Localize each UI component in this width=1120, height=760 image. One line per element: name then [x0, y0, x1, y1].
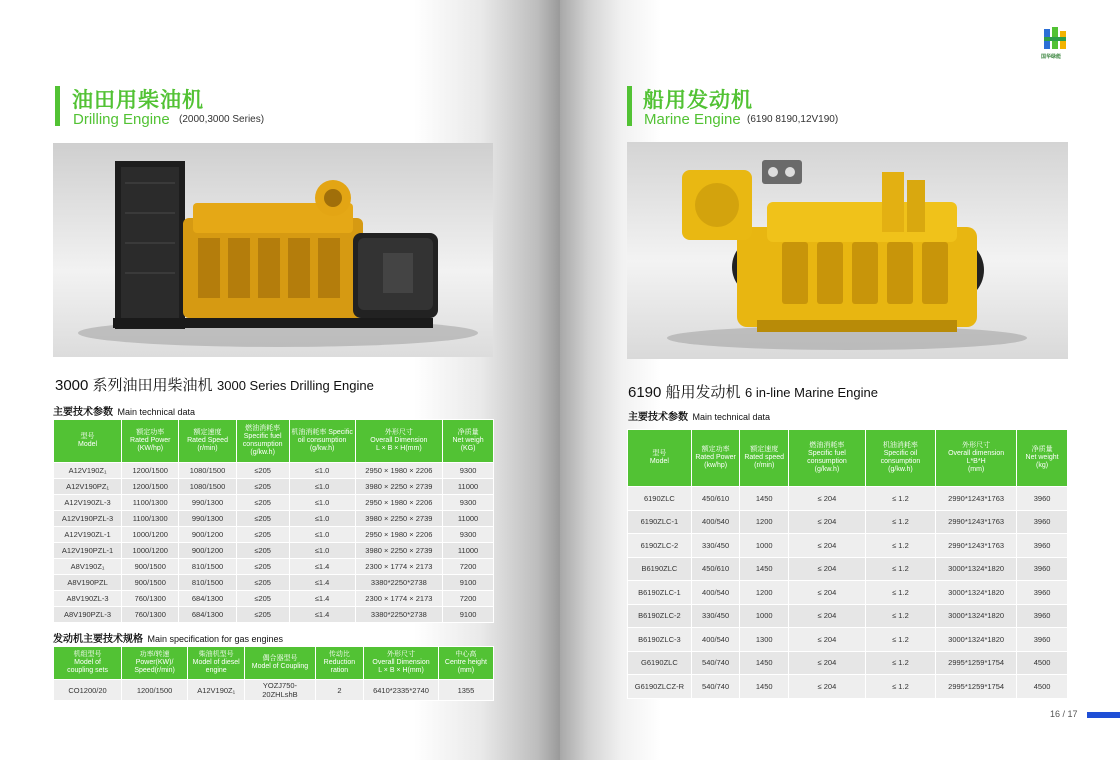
gas-spec-heading-cn: 发动机主要技术规格	[53, 634, 143, 645]
table-cell: 400/540	[692, 511, 740, 534]
table-cell: 2950 × 1980 × 2206	[356, 463, 443, 478]
table-cell: 3960	[1017, 534, 1067, 557]
table-cell: 11000	[443, 543, 493, 558]
column-header: 净质量 Net weigh (KG)	[443, 420, 493, 462]
table-cell: 6190ZLC	[628, 487, 691, 510]
table-cell: 684/1300	[179, 591, 235, 606]
right-page	[560, 0, 1120, 760]
table-cell: YOZJ750- 20ZHLshB	[245, 680, 314, 700]
table-cell: 990/1300	[179, 495, 235, 510]
model-title-en: 3000 Series Drilling Engine	[217, 378, 374, 393]
table-cell: 6190ZLC-2	[628, 534, 691, 557]
table-cell: 9100	[443, 607, 493, 622]
section-accent-bar	[627, 86, 632, 126]
table-cell: 760/1300	[122, 591, 178, 606]
drilling-engine-photo	[53, 143, 493, 357]
table-cell: A8V190PZL	[54, 575, 121, 590]
table-cell: 3960	[1017, 487, 1067, 510]
table-cell: ≤1.0	[290, 495, 355, 510]
table-cell: 1000/1200	[122, 543, 178, 558]
table-cell: 1080/1500	[179, 463, 235, 478]
model-title-cn: 6190 船用发动机	[628, 384, 741, 401]
table-cell: 900/1200	[179, 527, 235, 542]
table-cell: A8V190Z₁	[54, 559, 121, 574]
table-cell: A12V190PZ₁	[54, 479, 121, 494]
column-header: 型号 Model	[628, 430, 691, 486]
table-cell: 900/1500	[122, 575, 178, 590]
section-subtitle: (6190 8190,12V190)	[747, 114, 839, 125]
table-cell: A12V190ZL-3	[54, 495, 121, 510]
table-cell: 810/1500	[179, 559, 235, 574]
table-cell: 540/740	[692, 675, 740, 698]
table-cell: 1200	[740, 581, 788, 604]
table-row	[54, 495, 493, 510]
model-title	[55, 374, 374, 395]
table-cell: 2990*1243*1763	[936, 511, 1016, 534]
table-cell: 4500	[1017, 652, 1067, 675]
table-cell: ≤205	[237, 575, 289, 590]
drilling-spec-table	[53, 419, 494, 623]
table-cell: 1200	[740, 511, 788, 534]
table-cell: ≤1.0	[290, 511, 355, 526]
table-cell: ≤205	[237, 591, 289, 606]
table-cell: G6190ZLC	[628, 652, 691, 675]
table-cell: 2990*1243*1763	[936, 487, 1016, 510]
table-cell: 2950 × 1980 × 2206	[356, 495, 443, 510]
column-header: 机油消耗率 Specific oil consumption (g/kw.h)	[290, 420, 355, 462]
tech-data-heading-cn: 主要技术参数	[53, 407, 113, 418]
section-subtitle: (2000,3000 Series)	[179, 114, 265, 125]
model-title-en: 6 in-line Marine Engine	[745, 385, 878, 400]
table-cell: 9300	[443, 527, 493, 542]
column-header: 中心高 Centre height (mm)	[439, 647, 493, 679]
table-row	[628, 487, 1067, 510]
table-cell: 3960	[1017, 581, 1067, 604]
table-cell: 1200/1500	[122, 463, 178, 478]
table-cell: ≤205	[237, 463, 289, 478]
column-header: 传动比 Reduction ration	[316, 647, 364, 679]
table-cell: 450/610	[692, 558, 740, 581]
table-cell: 760/1300	[122, 607, 178, 622]
marine-spec-table	[627, 429, 1068, 699]
model-title	[628, 381, 878, 402]
table-cell: 3000*1324*1820	[936, 558, 1016, 581]
table-cell: 450/610	[692, 487, 740, 510]
table-cell: ≤ 204	[789, 675, 865, 698]
table-cell: 3980 × 2250 × 2739	[356, 479, 443, 494]
table-cell: ≤205	[237, 559, 289, 574]
table-cell: 9300	[443, 463, 493, 478]
section-title-en: Marine Engine	[644, 111, 741, 128]
tech-data-heading-cn: 主要技术参数	[628, 412, 688, 423]
table-row	[54, 463, 493, 478]
table-cell: A12V190Z₁	[54, 463, 121, 478]
table-row	[54, 575, 493, 590]
table-cell: B6190ZLC	[628, 558, 691, 581]
table-row	[54, 511, 493, 526]
table-cell: 9100	[443, 575, 493, 590]
table-cell: 2300 × 1774 × 2173	[356, 591, 443, 606]
tech-data-heading-en: Main technical data	[692, 412, 770, 422]
table-cell: 2995*1259*1754	[936, 675, 1016, 698]
table-cell: ≤ 204	[789, 605, 865, 628]
table-cell: 3960	[1017, 628, 1067, 651]
table-cell: ≤1.4	[290, 607, 355, 622]
table-cell: 11000	[443, 511, 493, 526]
column-header: 外形尺寸 Overall Dimension L × B × H(mm)	[364, 647, 438, 679]
table-cell: 3380*2250*2738	[356, 575, 443, 590]
table-cell: 11000	[443, 479, 493, 494]
table-cell: 2990*1243*1763	[936, 534, 1016, 557]
table-cell: ≤ 204	[789, 558, 865, 581]
column-header: 燃油消耗率 Specific fuel consumption (g/kw.h)	[237, 420, 289, 462]
brand-logo-icon	[1042, 25, 1068, 51]
table-cell: 330/450	[692, 605, 740, 628]
table-cell: A12V190PZL-3	[54, 511, 121, 526]
column-header: 额定功率 Rated Power (kw/hp)	[692, 430, 740, 486]
gas-spec-heading-en: Main specification for gas engines	[147, 634, 284, 644]
model-title-cn: 3000 系列油田用柴油机	[55, 377, 213, 394]
column-header: 偶合器型号 Model of Coupling	[245, 647, 314, 679]
table-cell: B6190ZLC-2	[628, 605, 691, 628]
gas-spec-heading	[53, 629, 283, 647]
table-cell: 1000/1200	[122, 527, 178, 542]
table-cell: ≤ 1.2	[866, 605, 935, 628]
table-cell: ≤ 204	[789, 534, 865, 557]
table-cell: B6190ZLC-3	[628, 628, 691, 651]
table-cell: 2300 × 1774 × 2173	[356, 559, 443, 574]
table-cell: ≤205	[237, 495, 289, 510]
table-cell: 540/740	[692, 652, 740, 675]
section-title-cn: 油田用柴油机	[72, 89, 204, 112]
table-cell: 9300	[443, 495, 493, 510]
tech-data-heading	[628, 407, 770, 425]
table-cell: 1200/1500	[122, 479, 178, 494]
table-row	[628, 652, 1067, 675]
table-cell: G6190ZLCZ-R	[628, 675, 691, 698]
section-title-cn: 船用发动机	[643, 89, 753, 112]
table-cell: 400/540	[692, 628, 740, 651]
table-cell: ≤1.4	[290, 591, 355, 606]
table-cell: 3980 × 2250 × 2739	[356, 543, 443, 558]
table-cell: ≤205	[237, 511, 289, 526]
table-cell: 3980 × 2250 × 2739	[356, 511, 443, 526]
column-header: 型号 Model	[54, 420, 121, 462]
table-row	[54, 543, 493, 558]
table-cell: ≤ 204	[789, 652, 865, 675]
column-header: 额定速度 Rated speed (r/min)	[740, 430, 788, 486]
table-row	[54, 680, 493, 700]
table-cell: 330/450	[692, 534, 740, 557]
table-cell: ≤ 1.2	[866, 675, 935, 698]
table-row	[628, 558, 1067, 581]
table-cell: 3000*1324*1820	[936, 581, 1016, 604]
table-cell: 1450	[740, 675, 788, 698]
table-row	[54, 479, 493, 494]
column-header: 净质量 Net weight (kg)	[1017, 430, 1067, 486]
table-cell: 1450	[740, 652, 788, 675]
table-cell: 1200/1500	[122, 680, 187, 700]
table-cell: 1080/1500	[179, 479, 235, 494]
marine-engine-photo	[627, 142, 1068, 359]
column-header: 功率/转速 Power(KW)/ Speed(r/min)	[122, 647, 187, 679]
page-indicator-bar	[1087, 712, 1120, 718]
table-cell: 3960	[1017, 605, 1067, 628]
table-cell: 3000*1324*1820	[936, 605, 1016, 628]
table-cell: 6410*2335*2740	[364, 680, 438, 700]
table-cell: ≤ 204	[789, 487, 865, 510]
brand-logo-text: 国华绿能	[1041, 54, 1062, 60]
table-cell: 684/1300	[179, 607, 235, 622]
table-cell: ≤ 1.2	[866, 652, 935, 675]
table-cell: 3380*2250*2738	[356, 607, 443, 622]
table-row	[54, 527, 493, 542]
table-cell: 2995*1259*1754	[936, 652, 1016, 675]
table-cell: ≤ 1.2	[866, 487, 935, 510]
table-cell: 6190ZLC-1	[628, 511, 691, 534]
table-cell: ≤ 1.2	[866, 534, 935, 557]
table-cell: 2950 × 1980 × 2206	[356, 527, 443, 542]
table-cell: 1100/1300	[122, 511, 178, 526]
column-header: 额定速度 Rated Speed (r/min)	[179, 420, 235, 462]
section-accent-bar	[55, 86, 60, 126]
table-cell: ≤1.0	[290, 527, 355, 542]
table-cell: 990/1300	[179, 511, 235, 526]
page-number: 16 / 17	[1050, 709, 1078, 719]
table-cell: 3960	[1017, 558, 1067, 581]
table-cell: 900/1500	[122, 559, 178, 574]
table-cell: 1100/1300	[122, 495, 178, 510]
table-cell: 3000*1324*1820	[936, 628, 1016, 651]
column-header: 外形尺寸 Overall dimension L*B*H (mm)	[936, 430, 1016, 486]
table-cell: ≤ 1.2	[866, 628, 935, 651]
tech-data-heading	[53, 402, 195, 420]
table-cell: 2	[316, 680, 364, 700]
table-cell: 1000	[740, 605, 788, 628]
column-header: 外形尺寸 Overall Dimension L × B × H(mm)	[356, 420, 443, 462]
table-cell: ≤205	[237, 527, 289, 542]
column-header: 机油消耗率 Specific oil consumption (g/kw.h)	[866, 430, 935, 486]
table-row	[54, 607, 493, 622]
table-row	[628, 605, 1067, 628]
column-header: 机组型号 Model of coupling sets	[54, 647, 121, 679]
section-title-en: Drilling Engine	[73, 111, 170, 128]
table-cell: ≤ 204	[789, 581, 865, 604]
table-cell: 1450	[740, 558, 788, 581]
table-cell: ≤1.0	[290, 543, 355, 558]
table-header-row	[54, 420, 493, 462]
gas-spec-table	[53, 646, 494, 701]
table-cell: A12V190PZL-1	[54, 543, 121, 558]
table-row	[54, 559, 493, 574]
table-cell: CO1200/20	[54, 680, 121, 700]
table-cell: ≤1.0	[290, 479, 355, 494]
table-cell: 1000	[740, 534, 788, 557]
column-header: 燃油消耗率 Specific fuel consumption (g/kw.h)	[789, 430, 865, 486]
table-cell: ≤1.0	[290, 463, 355, 478]
table-cell: ≤1.4	[290, 559, 355, 574]
table-cell: 810/1500	[179, 575, 235, 590]
table-cell: 1355	[439, 680, 493, 700]
table-cell: 900/1200	[179, 543, 235, 558]
table-cell: 7200	[443, 591, 493, 606]
column-header: 柴油机型号 Model of diesel engine	[188, 647, 244, 679]
table-row	[628, 628, 1067, 651]
column-header: 额定功率 Rated Power (KW/hp)	[122, 420, 178, 462]
table-cell: ≤ 1.2	[866, 581, 935, 604]
table-cell: ≤205	[237, 479, 289, 494]
table-cell: 1450	[740, 487, 788, 510]
table-cell: ≤205	[237, 607, 289, 622]
table-cell: 1300	[740, 628, 788, 651]
table-row	[54, 591, 493, 606]
table-row	[628, 511, 1067, 534]
tech-data-heading-en: Main technical data	[117, 407, 195, 417]
table-cell: ≤ 204	[789, 511, 865, 534]
table-cell: 400/540	[692, 581, 740, 604]
table-cell: ≤ 1.2	[866, 558, 935, 581]
table-cell: ≤205	[237, 543, 289, 558]
table-cell: A12V190ZL-1	[54, 527, 121, 542]
table-cell: 3960	[1017, 511, 1067, 534]
table-row	[628, 581, 1067, 604]
table-cell: ≤ 204	[789, 628, 865, 651]
table-cell: A12V190Z₁	[188, 680, 244, 700]
table-row	[628, 675, 1067, 698]
table-row	[628, 534, 1067, 557]
table-cell: B6190ZLC-1	[628, 581, 691, 604]
table-cell: A8V190PZL-3	[54, 607, 121, 622]
table-cell: ≤ 1.2	[866, 511, 935, 534]
table-header-row	[628, 430, 1067, 486]
table-header-row	[54, 647, 493, 679]
table-cell: 4500	[1017, 675, 1067, 698]
table-cell: 7200	[443, 559, 493, 574]
table-cell: A8V190ZL-3	[54, 591, 121, 606]
table-cell: ≤1.4	[290, 575, 355, 590]
